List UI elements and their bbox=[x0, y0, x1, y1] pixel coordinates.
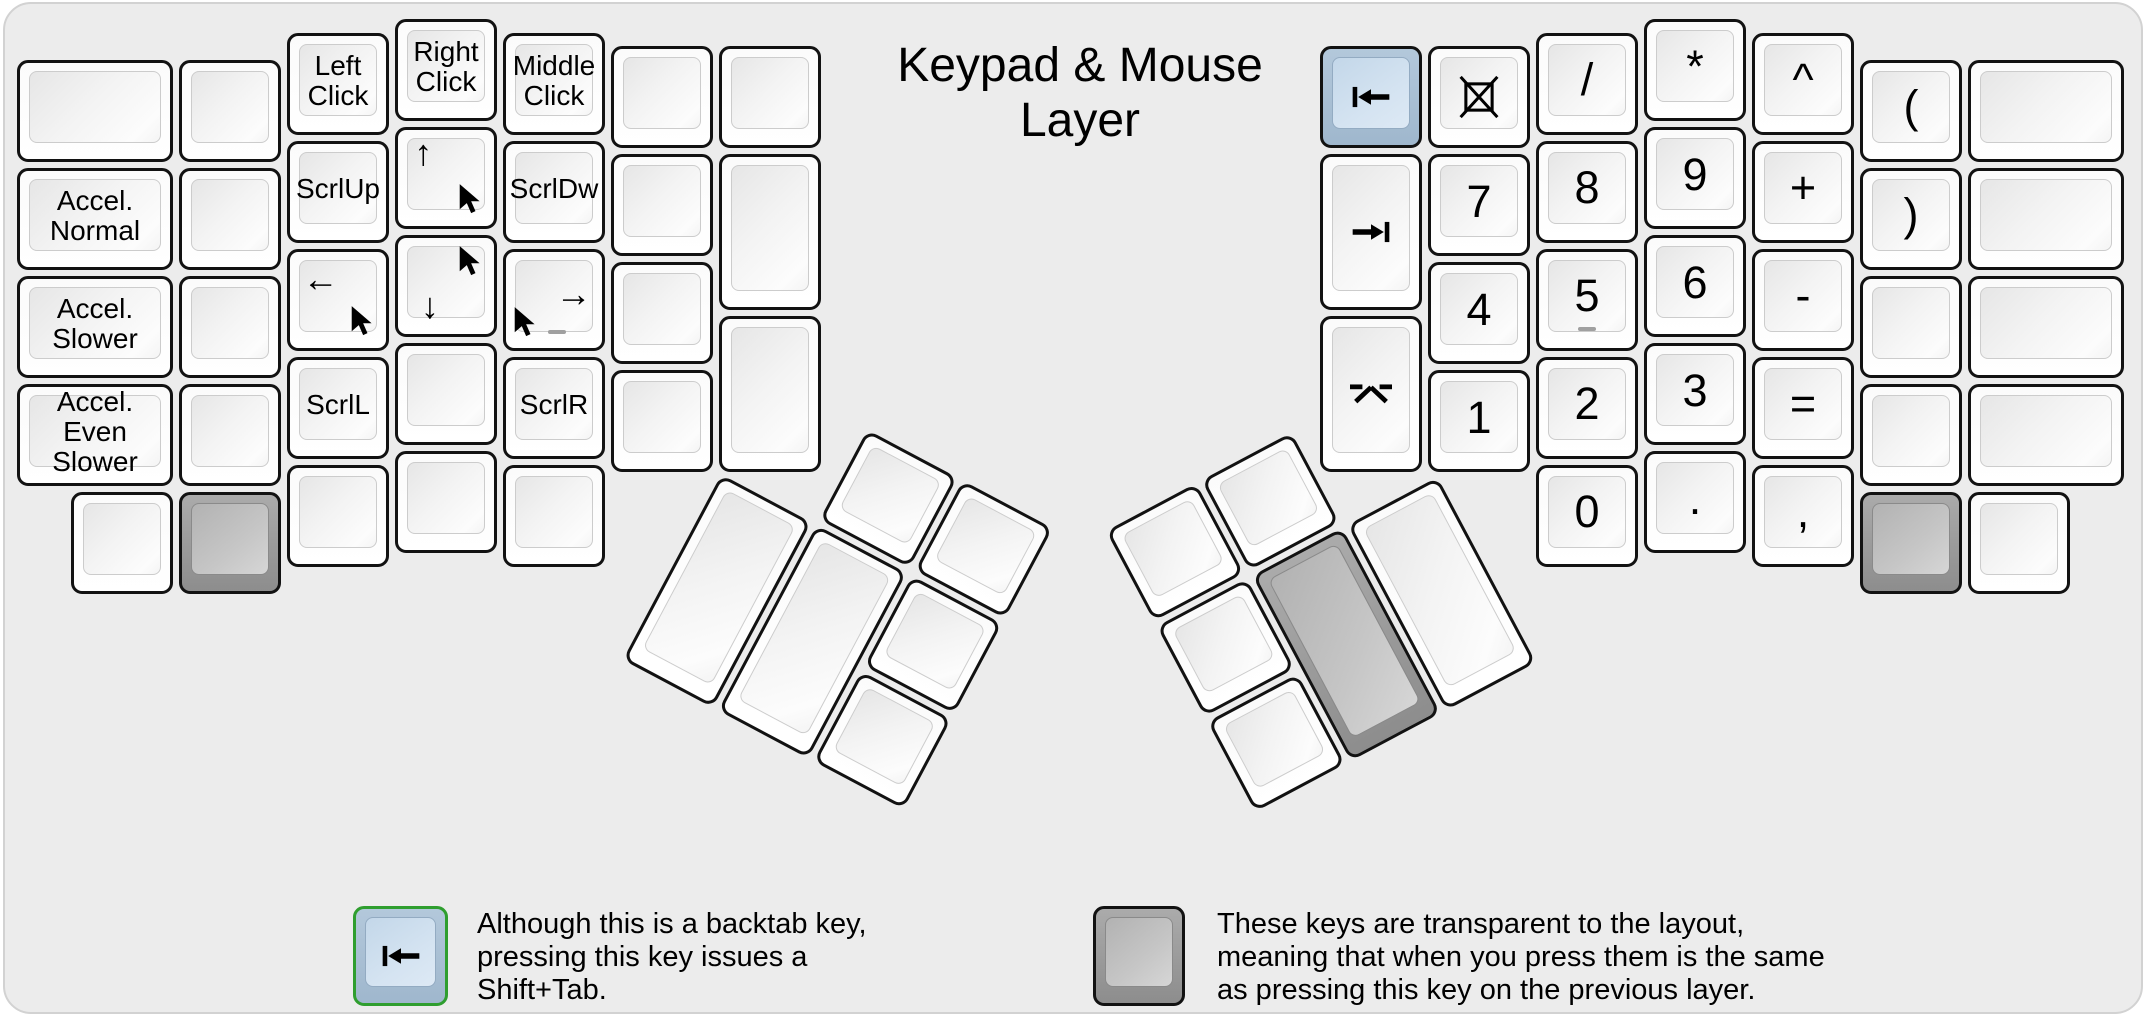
key-accel-slower bbox=[17, 276, 173, 378]
key-label: 5 bbox=[1574, 270, 1600, 321]
blank-key bbox=[719, 46, 821, 148]
key-label: ( bbox=[1903, 81, 1919, 132]
key-transparent bbox=[179, 492, 281, 594]
blank-key bbox=[179, 60, 281, 162]
blank-key bbox=[287, 465, 389, 567]
enter-icon bbox=[1350, 382, 1392, 406]
legend-line: Although this is a backtab key, bbox=[477, 908, 867, 940]
key-label-line: Slower bbox=[52, 445, 138, 477]
key-label-line: ScrlR bbox=[519, 388, 589, 420]
key-right-click bbox=[395, 19, 497, 121]
key-kp-0 bbox=[1536, 465, 1638, 567]
keycap bbox=[1105, 917, 1173, 987]
key-label-line: Normal bbox=[49, 214, 141, 246]
key-kp-caret bbox=[1752, 33, 1854, 135]
blank-key bbox=[1968, 276, 2124, 378]
key-label: 6 bbox=[1682, 256, 1708, 308]
key-mouse-right bbox=[503, 249, 605, 351]
key-label: 7 bbox=[1466, 175, 1492, 227]
key-label bbox=[296, 174, 380, 204]
key-kp-5 bbox=[1536, 249, 1638, 351]
blank-key bbox=[611, 370, 713, 472]
key-open-paren bbox=[1860, 60, 1962, 162]
key-label-line: Click bbox=[307, 79, 369, 111]
backtab-icon bbox=[1349, 84, 1393, 110]
key-label-line: Right bbox=[413, 36, 479, 67]
blank-key bbox=[1968, 60, 2124, 162]
direction-arrow: ↑ bbox=[414, 131, 433, 173]
key-label: 9 bbox=[1682, 148, 1708, 200]
key-middle-click bbox=[503, 33, 605, 135]
key-label: / bbox=[1580, 54, 1594, 105]
clear-icon bbox=[1458, 74, 1500, 120]
key-kp-minus bbox=[1752, 249, 1854, 351]
key-kp-6 bbox=[1644, 235, 1746, 337]
key-scroll-down bbox=[503, 141, 605, 243]
direction-arrow: ↓ bbox=[421, 285, 440, 327]
key-label: 1 bbox=[1466, 391, 1492, 443]
key-label: 2 bbox=[1574, 378, 1600, 429]
blank-key bbox=[611, 154, 713, 256]
blank-key bbox=[179, 384, 281, 486]
key-label-line: Click bbox=[415, 66, 477, 97]
key-kp-plus bbox=[1752, 141, 1854, 243]
legend-backtab-text bbox=[477, 908, 867, 1007]
direction-arrow: → bbox=[555, 273, 592, 315]
key-enter bbox=[1320, 316, 1422, 472]
blank-key bbox=[1968, 492, 2070, 594]
key-scroll-left bbox=[287, 357, 389, 459]
legend-transparent-text bbox=[1217, 908, 1825, 1007]
homing-bar bbox=[548, 330, 566, 334]
blank-key bbox=[395, 343, 497, 445]
blank-key bbox=[611, 46, 713, 148]
blank-key bbox=[1860, 384, 1962, 486]
key-transparent bbox=[1860, 492, 1962, 594]
key-label bbox=[510, 174, 599, 204]
blank-key bbox=[395, 451, 497, 553]
key-label bbox=[413, 37, 478, 97]
key-label bbox=[520, 390, 588, 420]
page-title bbox=[897, 38, 1263, 148]
key-mouse-up bbox=[395, 127, 497, 229]
blank-key bbox=[179, 168, 281, 270]
mouse-cursor-icon bbox=[513, 306, 537, 338]
key-scroll-right bbox=[503, 357, 605, 459]
key-label: 0 bbox=[1574, 486, 1600, 537]
key-label-line: Slower bbox=[52, 322, 138, 354]
key-kp-star bbox=[1644, 19, 1746, 121]
key-label bbox=[52, 294, 138, 354]
backtab-icon bbox=[379, 943, 423, 969]
key-backtab bbox=[1320, 46, 1422, 148]
key-label-line: ScrlL bbox=[306, 388, 370, 420]
key-accel-even-slower bbox=[17, 384, 173, 486]
key-label: = bbox=[1789, 378, 1817, 429]
key-clear bbox=[1428, 46, 1530, 148]
key-kp-9 bbox=[1644, 127, 1746, 229]
key-label: - bbox=[1795, 270, 1811, 321]
key-label-line: Accel. bbox=[56, 385, 134, 417]
blank-key bbox=[611, 262, 713, 364]
key-label-line: Accel. bbox=[56, 292, 134, 324]
tab-icon bbox=[1349, 219, 1393, 245]
blank-key bbox=[1860, 276, 1962, 378]
key-label bbox=[50, 186, 140, 246]
key-scroll-up bbox=[287, 141, 389, 243]
key-tab bbox=[1320, 154, 1422, 310]
blank-key bbox=[719, 316, 821, 472]
legend-line: as pressing this key on the previous layer. bbox=[1217, 974, 1756, 1006]
blank-key bbox=[503, 465, 605, 567]
blank-key bbox=[71, 492, 173, 594]
key-label-line: Accel. bbox=[56, 184, 134, 216]
key-mouse-down bbox=[395, 235, 497, 337]
key-kp-dot bbox=[1644, 451, 1746, 553]
legend-line: Shift+Tab. bbox=[477, 974, 607, 1006]
homing-bar bbox=[1578, 327, 1596, 331]
mouse-cursor-icon bbox=[350, 305, 374, 337]
key-label-line: ScrlUp bbox=[295, 172, 380, 204]
title-line-2: Layer bbox=[1019, 94, 1141, 147]
legend-line: pressing this key issues a bbox=[477, 941, 808, 973]
blank-key bbox=[179, 276, 281, 378]
mouse-cursor-icon bbox=[458, 183, 482, 215]
mouse-cursor-icon bbox=[458, 245, 482, 277]
legend-transparent-key bbox=[1093, 906, 1185, 1006]
key-label bbox=[308, 51, 369, 111]
key-kp-slash bbox=[1536, 33, 1638, 135]
key-kp-3 bbox=[1644, 343, 1746, 445]
blank-key bbox=[17, 60, 173, 162]
key-accel-normal bbox=[17, 168, 173, 270]
key-kp-4 bbox=[1428, 262, 1530, 364]
key-kp-7 bbox=[1428, 154, 1530, 256]
key-label: , bbox=[1796, 486, 1810, 537]
key-label: ) bbox=[1903, 189, 1919, 240]
key-label: 3 bbox=[1682, 364, 1708, 416]
key-kp-equals bbox=[1752, 357, 1854, 459]
legend-backtab-key bbox=[353, 906, 448, 1006]
title-line-1: Keypad & Mouse bbox=[897, 39, 1263, 92]
key-label-line: Click bbox=[523, 79, 585, 111]
key-label: + bbox=[1789, 162, 1817, 213]
legend-line: meaning that when you press them is the same bbox=[1217, 941, 1825, 973]
key-label: 4 bbox=[1466, 283, 1492, 335]
blank-key bbox=[719, 154, 821, 310]
key-kp-comma bbox=[1752, 465, 1854, 567]
blank-key bbox=[1968, 384, 2124, 486]
key-label-line: Left bbox=[314, 49, 362, 81]
key-close-paren bbox=[1860, 168, 1962, 270]
key-kp-2 bbox=[1536, 357, 1638, 459]
key-left-click bbox=[287, 33, 389, 135]
key-mouse-left bbox=[287, 249, 389, 351]
legend-line: These keys are transparent to the layout, bbox=[1217, 908, 1745, 940]
direction-arrow: ← bbox=[302, 258, 339, 300]
key-kp-1 bbox=[1428, 370, 1530, 472]
key-label bbox=[52, 387, 138, 477]
key-kp-8 bbox=[1536, 141, 1638, 243]
key-label: . bbox=[1688, 472, 1702, 524]
key-label-line: Even bbox=[63, 415, 127, 447]
key-label bbox=[306, 390, 370, 420]
key-label: * bbox=[1686, 40, 1704, 92]
key-label: ^ bbox=[1792, 54, 1814, 105]
key-label-line: Middle bbox=[512, 49, 596, 81]
key-label: 8 bbox=[1574, 162, 1600, 213]
blank-key bbox=[1968, 168, 2124, 270]
key-label-line: ScrlDw bbox=[509, 172, 599, 204]
key-label bbox=[513, 51, 595, 111]
